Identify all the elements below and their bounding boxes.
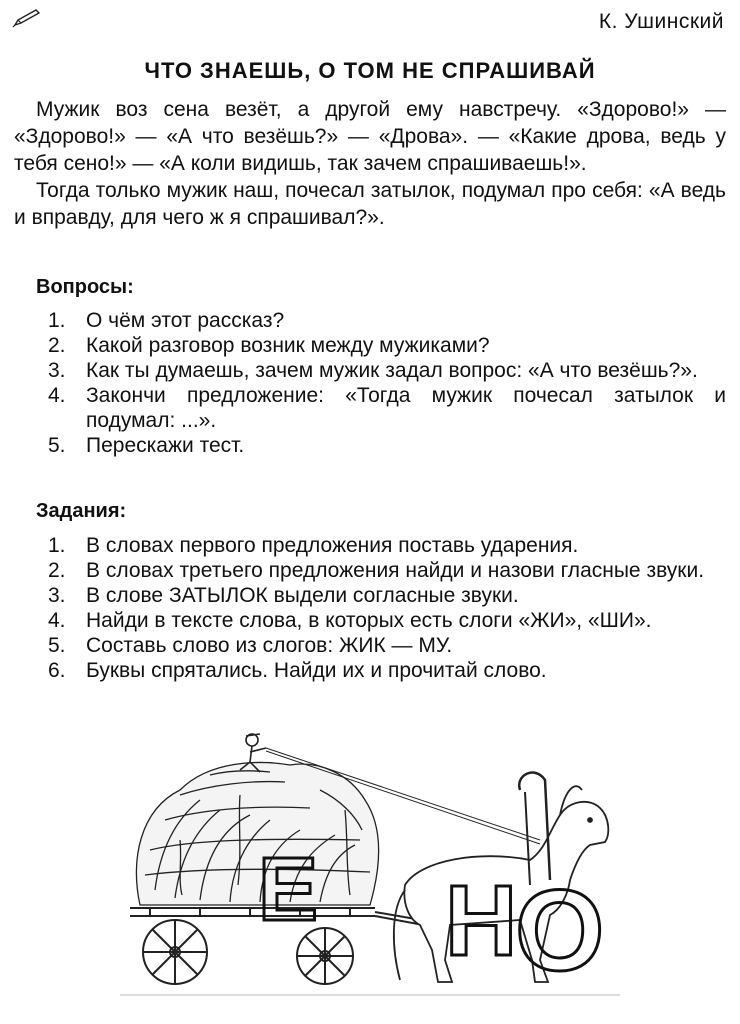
hidden-letter: Н (445, 865, 518, 977)
hay-cart-illustration (120, 720, 620, 1010)
list-item: 1. В словах первого предложения поставь ударения. (48, 534, 579, 557)
story-text (14, 96, 726, 231)
questions-list (48, 308, 726, 458)
list-item: 3. Как ты думаешь, зачем мужик задал вопрос: «А что везёшь?». (48, 359, 698, 382)
list-item: 1. О чём этот рассказ? (48, 309, 285, 332)
list-item: 2. Какой разговор возник между мужиками? (48, 334, 490, 357)
pen-icon (12, 8, 42, 28)
story-paragraph: Тогда только мужик наш, почесал затылок, подумал про себя: «А ведь и вправду, для чего ж я спрашивал?». (14, 179, 726, 229)
cart-wheels (143, 920, 353, 984)
author-name: К. Ушинский (598, 10, 724, 33)
page-title: ЧТО ЗНАЕШЬ, О ТОМ НЕ СПРАШИВАЙ (144, 58, 596, 83)
questions-heading: Вопросы: (36, 276, 134, 298)
tasks-heading: Задания: (36, 500, 127, 522)
list-item: 4. Закончи предложение: «Тогда мужик почесал затылок и подумал: ...». (48, 384, 726, 432)
list-item: 6. Буквы спрятались. Найди их и прочитай слово. (48, 659, 547, 682)
hidden-letter: О (515, 867, 605, 995)
list-item: 4. Найди в тексте слова, в которых есть слоги «ЖИ», «ШИ». (48, 609, 652, 632)
tasks-list (48, 533, 726, 683)
list-item: 2. В словах третьего предложения найди и назови гласные звуки. (48, 559, 705, 582)
list-item: 5. Перескажи тест. (48, 434, 245, 457)
story-paragraph: Мужик воз сена везёт, а другой ему навстречу. «Здорово!» — «Здорово!» — «А что везёшь?» — «Дрова». — «Какие дрова, ведь у тебя сено!» — «А коли видишь, так зачем спрашиваешь!». (14, 98, 726, 175)
list-item: 3. В слове ЗАТЫЛОК выдели согласные звуки. (48, 584, 519, 607)
hidden-letter: Е (258, 840, 319, 940)
list-item: 5. Составь слово из слогов: ЖИК — МУ. (48, 634, 453, 657)
